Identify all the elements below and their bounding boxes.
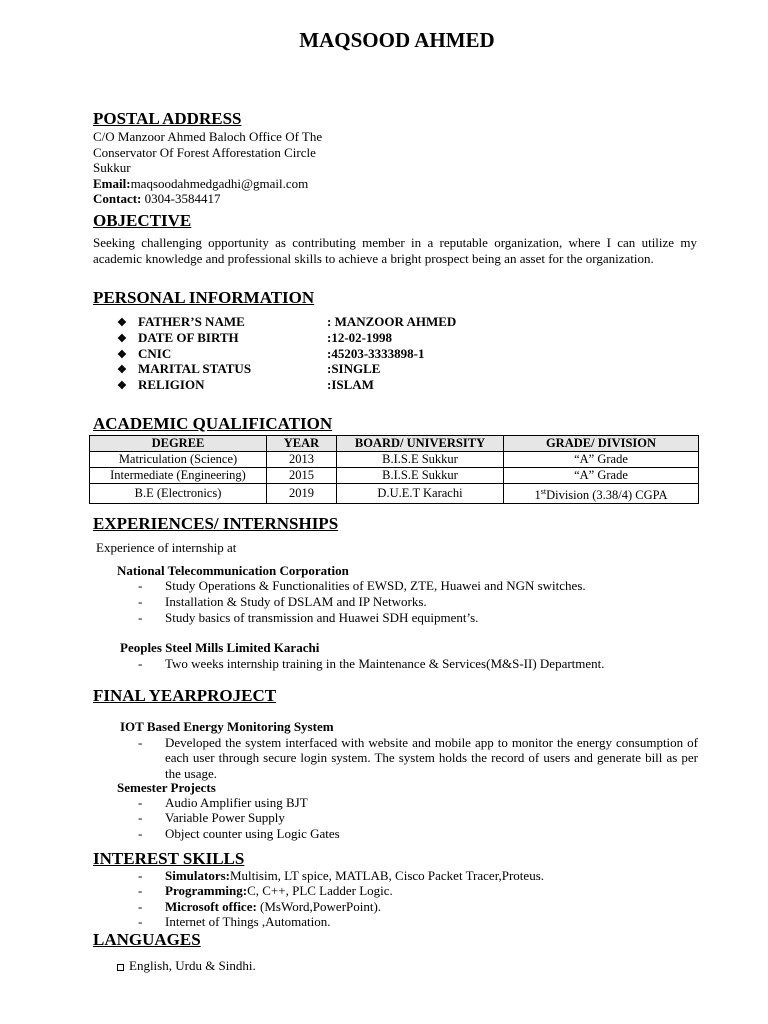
list-item [138,883,393,899]
dash-bullet: - [138,656,143,671]
square-bullet-icon [117,964,124,971]
project-heading: FINAL YEARPROJECT [93,686,277,705]
diamond-bullet-icon: ❖ [117,380,127,392]
table-cell: 2019 [267,484,337,504]
project-title: IOT Based Energy Monitoring System [120,719,334,734]
academic-heading: ACADEMIC QUALIFICATION [93,414,333,433]
personal-label: DATE OF BIRTH [138,330,239,345]
table-cell: 2015 [267,468,337,484]
dash-bullet: - [138,610,143,625]
org-name: Peoples Steel Mills Limited Karachi [120,640,320,655]
languages-line [117,958,256,974]
contact-value: 0304-3584417 [141,191,221,206]
semester-projects-title: Semester Projects [117,780,216,795]
column-header: BOARD/ UNIVERSITY [337,436,504,452]
table-cell: B.I.S.E Sukkur [337,452,504,468]
dash-bullet: - [138,826,143,841]
org-name: National Telecommunication Corporation [117,563,349,578]
table-cell: Intermediate (Engineering) [90,468,267,484]
personal-label: CNIC [138,345,172,361]
contact-line [93,191,220,206]
skill-text: (MsWord,PowerPoint). [256,899,382,914]
diamond-bullet-icon: ❖ [117,333,127,345]
grade-number: 1 [534,488,541,503]
list-item [138,826,340,842]
list-item [138,656,605,672]
table-header-row [90,436,699,452]
table-row [90,484,699,504]
project-description-text: Developed the system interfaced with website and mobile app to monitor the energy consumption of each user through secure login system. The system holds the record of users and generate bill as per the usage. [165,735,698,781]
column-header: GRADE/ DIVISION [504,436,699,452]
objective-heading: OBJECTIVE [93,211,192,230]
personal-label: MARITAL STATUS [138,361,252,376]
table-cell: Matriculation (Science) [90,452,267,468]
list-item [138,610,478,626]
personal-value: :45203-3333898-1 [327,345,425,361]
skills-heading: INTEREST SKILLS [93,849,245,868]
project-description [138,735,698,781]
dash-bullet: - [138,868,143,883]
table-cell: D.U.E.T Karachi [337,484,504,504]
personal-row [117,361,380,377]
list-item-text: Study basics of transmission and Huawei SDH equipment’s. [165,610,479,625]
dash-bullet: - [138,578,143,593]
list-item [138,868,544,884]
grade-rest: Division (3.38/4) CGPA [546,488,668,503]
academic-table [89,435,699,504]
table-cell [504,484,699,504]
dash-bullet: - [138,883,143,898]
email-line [93,176,308,191]
languages-text: English, Urdu & Sindhi. [129,958,256,973]
personal-label: FATHER’S NAME [138,314,245,329]
skill-label: Programming: [165,883,248,898]
table-row [90,468,699,484]
dash-bullet: - [138,914,143,929]
personal-row [117,330,392,346]
dash-bullet: - [138,735,143,750]
list-item-text: Two weeks internship training in the Maintenance & Services(M&S-II) Department. [165,656,605,671]
dash-bullet: - [138,795,143,810]
dash-bullet: - [138,810,143,825]
list-item [138,914,330,930]
email-value: maqsoodahmedgadhi@gmail.com [130,176,309,191]
skill-text: Internet of Things ,Automation. [165,914,331,929]
diamond-bullet-icon: ❖ [117,317,127,329]
table-cell: B.E (Electronics) [90,484,267,504]
objective-text: Seeking challenging opportunity as contributing member in a reputable organization, where I can utilize my academic knowledge and professional skills to achieve a bright prospect being an asset for the organization. [93,235,697,266]
table-cell: 2013 [267,452,337,468]
skill-text: Multisim, LT spice, MATLAB, Cisco Packet Tracer,Proteus. [230,868,544,883]
skill-label: Simulators: [165,868,230,883]
address-line-3: Sukkur [93,160,131,175]
list-item-text: Object counter using Logic Gates [165,826,340,841]
list-item-text: Study Operations & Functionalities of EWSD, ZTE, Huawei and NGN switches. [165,578,586,593]
contact-label: Contact: [93,191,142,206]
list-item-text: Variable Power Supply [165,810,285,825]
table-row [90,452,699,468]
languages-heading: LANGUAGES [93,930,201,949]
list-item [138,578,586,594]
experience-heading: EXPERIENCES/ INTERNSHIPS [93,514,339,533]
address-line-1: C/O Manzoor Ahmed Baloch Office Of The [93,129,323,144]
diamond-bullet-icon: ❖ [117,364,127,376]
skill-text: C, C++, PLC Ladder Logic. [247,883,393,898]
column-header: YEAR [267,436,337,452]
personal-value: :SINGLE [327,361,381,376]
dash-bullet: - [138,594,143,609]
diamond-bullet-icon: ❖ [117,348,127,361]
table-cell: B.I.S.E Sukkur [337,468,504,484]
grade-superscript: st [540,487,547,496]
personal-label: RELIGION [138,377,205,392]
list-item [138,795,308,811]
column-header: DEGREE [90,436,267,452]
address-line-2: Conservator Of Forest Afforestation Circle [93,145,316,160]
personal-value: : MANZOOR AHMED [327,314,457,329]
skill-label: Microsoft office: [165,899,257,914]
personal-info-heading: PERSONAL INFORMATION [93,288,315,307]
personal-value: :12-02-1998 [327,330,392,345]
personal-row [117,314,456,330]
table-cell: “A” Grade [504,468,699,484]
list-item-text: Installation & Study of DSLAM and IP Networks. [165,594,427,609]
table-cell: “A” Grade [504,452,699,468]
list-item [138,899,381,915]
dash-bullet: - [138,899,143,914]
email-label: Email: [93,176,131,191]
cv-name: MAQSOOD AHMED [299,28,495,52]
list-item [138,810,285,826]
experience-intro: Experience of internship at [96,540,237,555]
personal-value: :ISLAM [327,377,374,392]
personal-row [117,377,374,393]
list-item [138,594,427,610]
postal-address-heading: POSTAL ADDRESS [93,109,242,128]
list-item-text: Audio Amplifier using BJT [165,795,308,810]
personal-row [117,346,425,362]
